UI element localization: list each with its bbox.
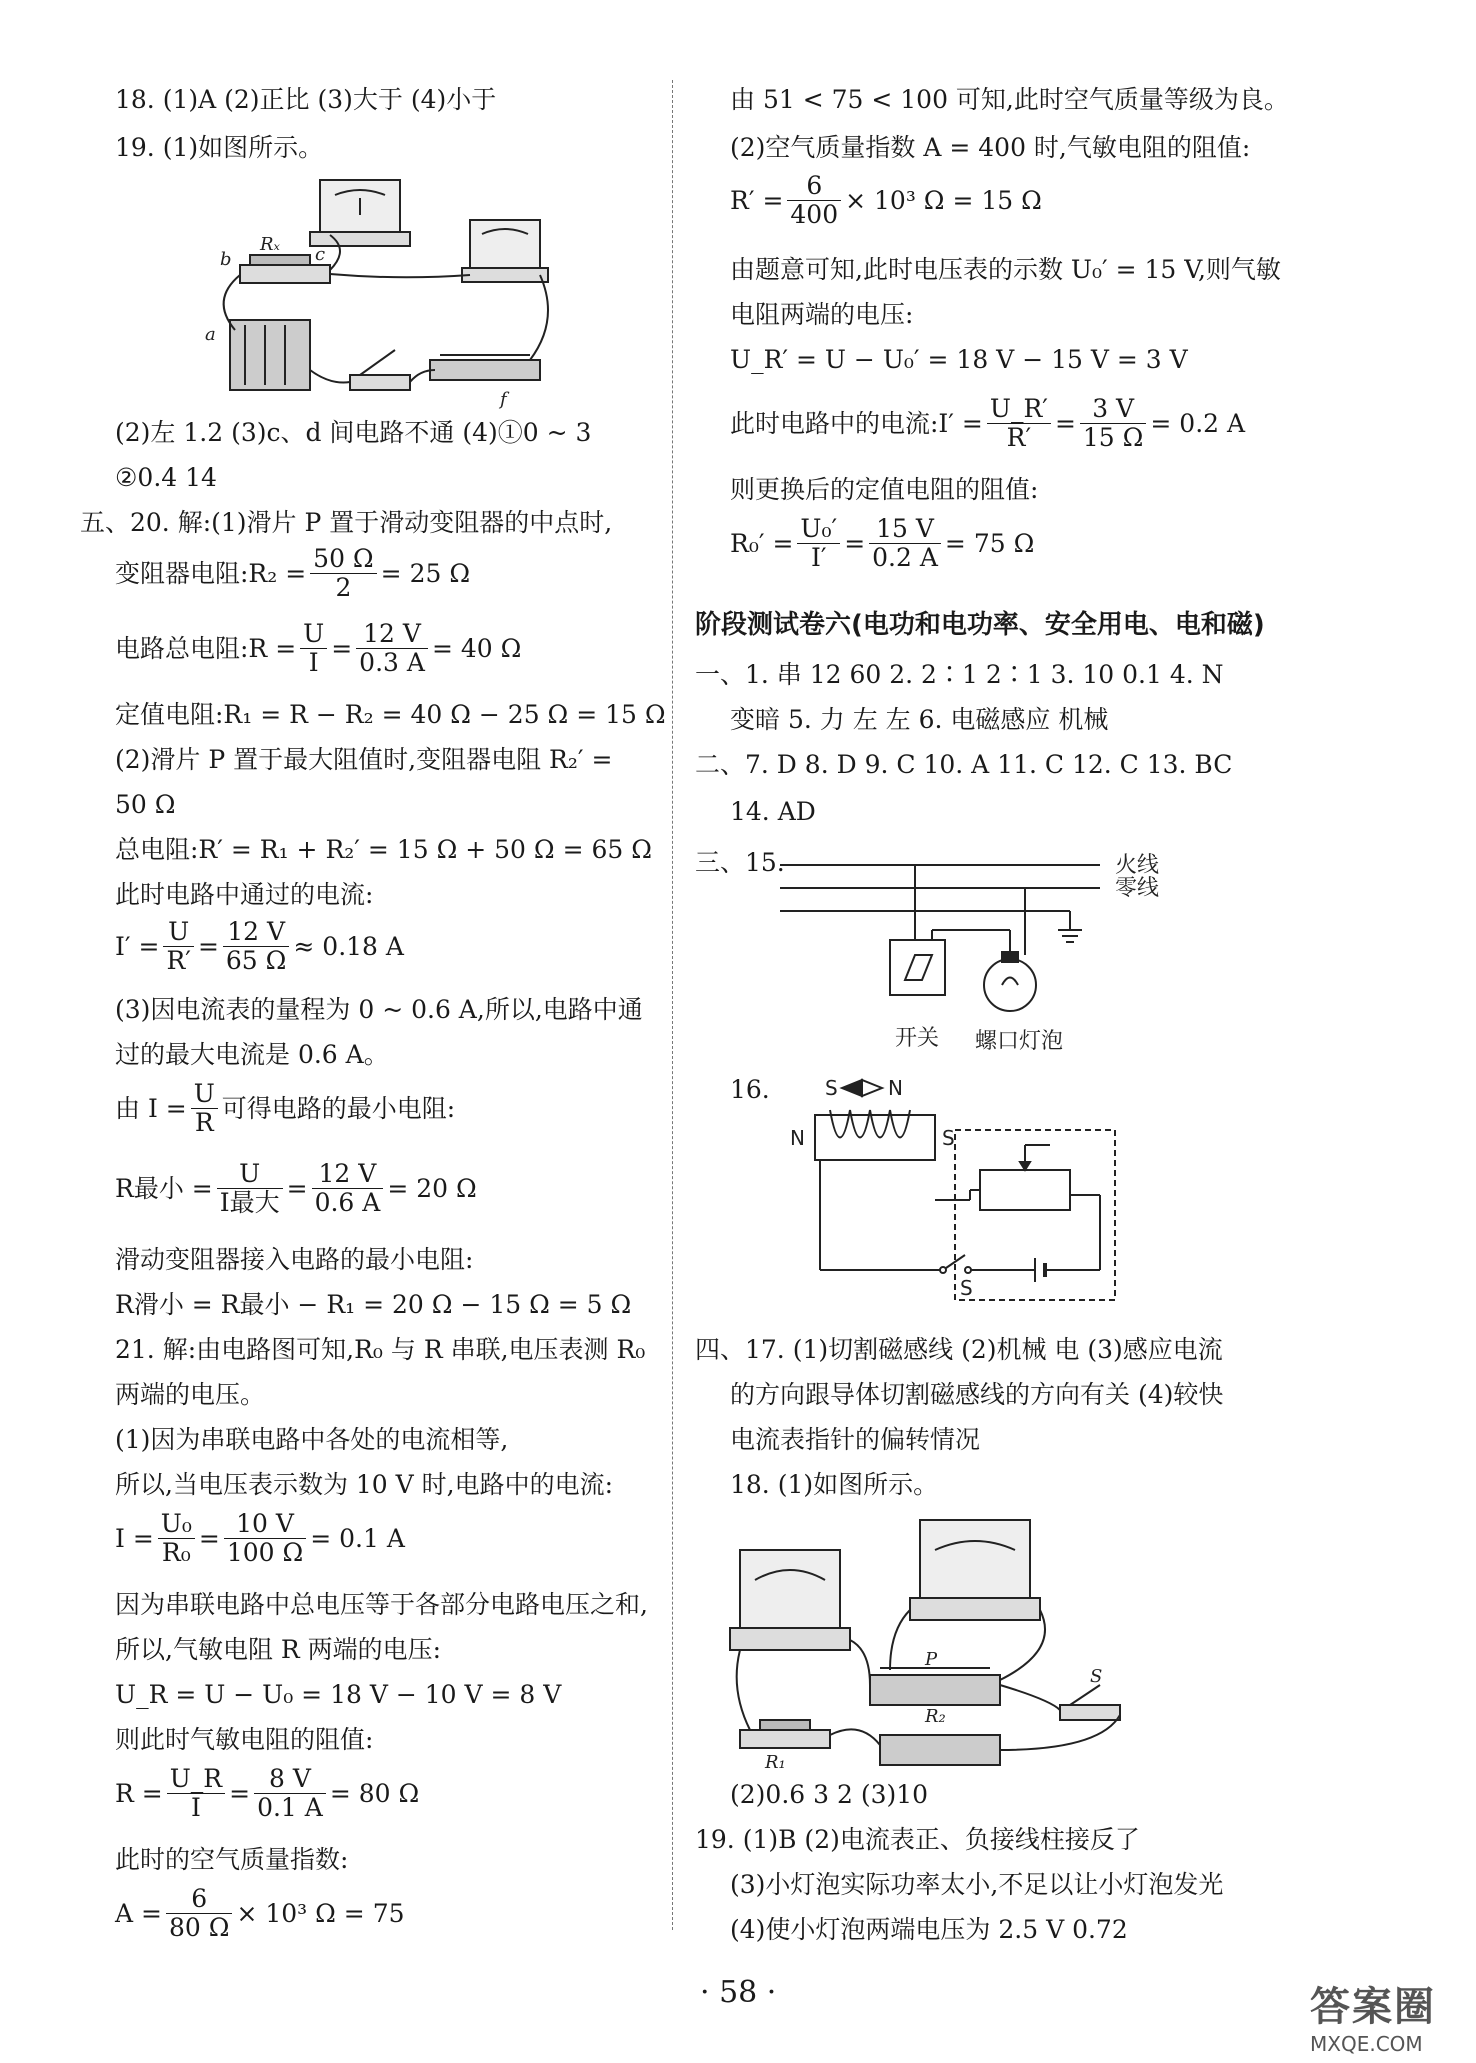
- equation-min-r-intro: 由 I = $\frac{U}{R}$ 可得电路的最小电阻:: [115, 1079, 456, 1137]
- label-s: S: [1090, 1666, 1103, 1687]
- answer-21-intro: 21. 解:由电路图可知,R₀ 与 R 串联,电压表测 R₀: [115, 1335, 646, 1364]
- circuit-figure-19: [200, 170, 560, 410]
- answer-19-4: (4)使小灯泡两端电压为 2.5 V 0.72: [730, 1915, 1128, 1944]
- equation-r-prime: R′ = $\frac{6}{400}$ × 10³ Ω = 15 Ω: [730, 171, 1042, 229]
- switch-s-label: S: [960, 1276, 973, 1300]
- equation-min-r: R最小 = $\frac{U}{\text{I最大}}$ = $\frac{12 V}{0.6 A}$ = 20 Ω: [115, 1159, 477, 1217]
- answer-20-3: (3)因电流表的量程为 0 ~ 0.6 A,所以,电路中通: [115, 995, 643, 1024]
- equation-a-21: A = $\frac{6}{80 \Omega}$ × 10³ Ω = 75: [115, 1884, 405, 1942]
- answer-r5: U_R′ = U − U₀′ = 18 V − 15 V = 3 V: [730, 345, 1188, 374]
- pole-n-left: N: [790, 1126, 805, 1150]
- answer-18: 18. (1)A (2)正比 (3)大于 (4)小于: [115, 85, 497, 114]
- equation-current-21: I = $\frac{\text{U₀}}{\text{R₀}}$ = $\frac{10 V}{100 \Omega}$ = 0.1 A: [115, 1509, 405, 1567]
- pole-n-top: N: [888, 1076, 903, 1100]
- label-p: P: [925, 1649, 938, 1670]
- answer-17b: 的方向跟导体切割磁感线的方向有关 (4)较快: [730, 1380, 1224, 1409]
- answer-21-sum: 因为串联电路中总电压等于各部分电路电压之和,: [115, 1590, 648, 1619]
- live-wire-label: 火线: [1115, 853, 1160, 878]
- answer-21-a-intro: 此时的空气质量指数:: [115, 1845, 349, 1874]
- answer-19-2: (2)左 1.2 (3)c、d 间电路不通 (4)①0 ~ 3: [115, 418, 592, 447]
- label-rx: Rₓ: [260, 234, 280, 255]
- answer-19-2b: ②0.4 14: [115, 463, 217, 492]
- label-f: f: [500, 389, 507, 410]
- answer-21-1: (1)因为串联电路中各处的电流相等,: [115, 1425, 509, 1454]
- page-number: · 58 ·: [700, 1975, 777, 2010]
- equation-current: I′ = $\frac{U}{R'}$ = $\frac{12 V}{65 \Omega}$ ≈ 0.18 A: [115, 917, 404, 975]
- answer-r1: 由 51 < 75 < 100 可知,此时空气质量等级为良。: [730, 85, 1289, 114]
- label-b: b: [220, 249, 232, 270]
- answer-15-label: 三、15.: [695, 848, 785, 877]
- answer-21-ur: U_R = U − U₀ = 18 V − 10 V = 8 V: [115, 1680, 562, 1709]
- answer-total-r2: 总电阻:R′ = R₁ + R₂′ = 15 Ω + 50 Ω = 65 Ω: [115, 835, 652, 864]
- equation-current-right: 此时电路中的电流:I′ = $\frac{U\_R'}{R'}$ = $\frac{3 V}{15 \Omega}$ = 0.2 A: [730, 394, 1246, 452]
- column-divider: [672, 80, 673, 1930]
- equation-r2: 变阻器电阻:R₂ = $\frac{50 \Omega}{2}$ = 25 Ω: [115, 544, 471, 602]
- answer-19: 19. (1)B (2)电流表正、负接线柱接反了: [695, 1825, 1140, 1854]
- answer-r2: (2)空气质量指数 A = 400 时,气敏电阻的阻值:: [730, 133, 1251, 162]
- answer-min-rheostat: R滑小 = R最小 − R₁ = 20 Ω − 15 Ω = 5 Ω: [115, 1290, 632, 1319]
- equation-total-r: 电路总电阻:R = $\frac{U}{I}$ = $\frac{12 V}{0.3 A}$ = 40 Ω: [115, 619, 522, 677]
- bulb-label: 螺口灯泡: [975, 1029, 1064, 1054]
- answer-19: 19. (1)如图所示。: [115, 133, 324, 162]
- label-r1: R₁: [765, 1752, 786, 1770]
- answers-part-2b: 14. AD: [730, 797, 816, 826]
- answer-r6: 则更换后的定值电阻的阻值:: [730, 475, 1039, 504]
- answer-20-2b: 50 Ω: [115, 790, 176, 819]
- wiring-figure-15: [780, 840, 1200, 1060]
- answer-r1: 定值电阻:R₁ = R − R₂ = 40 Ω − 25 Ω = 15 Ω: [115, 700, 666, 729]
- answer-current-intro: 此时电路中通过的电流:: [115, 880, 374, 909]
- section-heading: 阶段测试卷六(电功和电功率、安全用电、电和磁): [695, 610, 1265, 640]
- label-a: a: [205, 324, 216, 345]
- watermark: [1310, 1975, 1436, 2056]
- answer-min-rheostat-intro: 滑动变阻器接入电路的最小电阻:: [115, 1245, 474, 1274]
- label-c: c: [315, 244, 326, 265]
- pole-s-top: S: [825, 1076, 838, 1100]
- answer-17: 四、17. (1)切割磁感线 (2)机械 电 (3)感应电流: [695, 1335, 1223, 1364]
- answer-21-1b: 所以,当电压表示数为 10 V 时,电路中的电流:: [115, 1470, 614, 1499]
- watermark-url: MXQE.COM: [1310, 2032, 1423, 2056]
- answers-part-1b: 变暗 5. 力 左 左 6. 电磁感应 机械: [730, 705, 1109, 734]
- label-r2: R₂: [925, 1706, 946, 1727]
- pole-s-right: S: [942, 1126, 955, 1150]
- answer-19-3: (3)小灯泡实际功率太小,不足以让小灯泡发光: [730, 1870, 1224, 1899]
- electromagnet-figure-16: [780, 1070, 1150, 1310]
- switch-label: 开关: [895, 1026, 940, 1051]
- answers-part-2: 二、7. D 8. D 9. C 10. A 11. C 12. C 13. BC: [695, 750, 1233, 779]
- equation-r-21: R = $\frac{U\_R}{I}$ = $\frac{8 V}{0.1 A}$ = 80 Ω: [115, 1764, 420, 1822]
- answer-r4: 电阻两端的电压:: [730, 300, 914, 329]
- answer-18-2: (2)0.6 3 2 (3)10: [730, 1780, 929, 1809]
- answer-20-3b: 过的最大电流是 0.6 A。: [115, 1040, 389, 1069]
- circuit-figure-18: [720, 1510, 1140, 1770]
- answer-21-ur-intro: 所以,气敏电阻 R 两端的电压:: [115, 1635, 442, 1664]
- answer-21-intro-b: 两端的电压。: [115, 1380, 266, 1409]
- answer-18: 18. (1)如图所示。: [730, 1470, 939, 1499]
- answer-17c: 电流表指针的偏转情况: [730, 1425, 981, 1454]
- watermark-text: 答案圈: [1310, 1984, 1436, 2030]
- answer-20-intro: 五、20. 解:(1)滑片 P 置于滑动变阻器的中点时,: [80, 508, 613, 537]
- answer-21-r-intro: 则此时气敏电阻的阻值:: [115, 1725, 374, 1754]
- answers-part-1: 一、1. 串 12 60 2. 2∶1 2∶1 3. 10 0.1 4. N: [695, 660, 1224, 689]
- answer-20-2: (2)滑片 P 置于最大阻值时,变阻器电阻 R₂′ =: [115, 745, 613, 774]
- neutral-wire-label: 零线: [1115, 876, 1160, 901]
- answer-r3: 由题意可知,此时电压表的示数 U₀′ = 15 V,则气敏: [730, 255, 1281, 284]
- equation-r0-prime: R₀′ = $\frac{\text{U₀′}}{I'}$ = $\frac{15 V}{0.2 A}$ = 75 Ω: [730, 514, 1035, 572]
- answer-16-label: 16.: [730, 1075, 770, 1104]
